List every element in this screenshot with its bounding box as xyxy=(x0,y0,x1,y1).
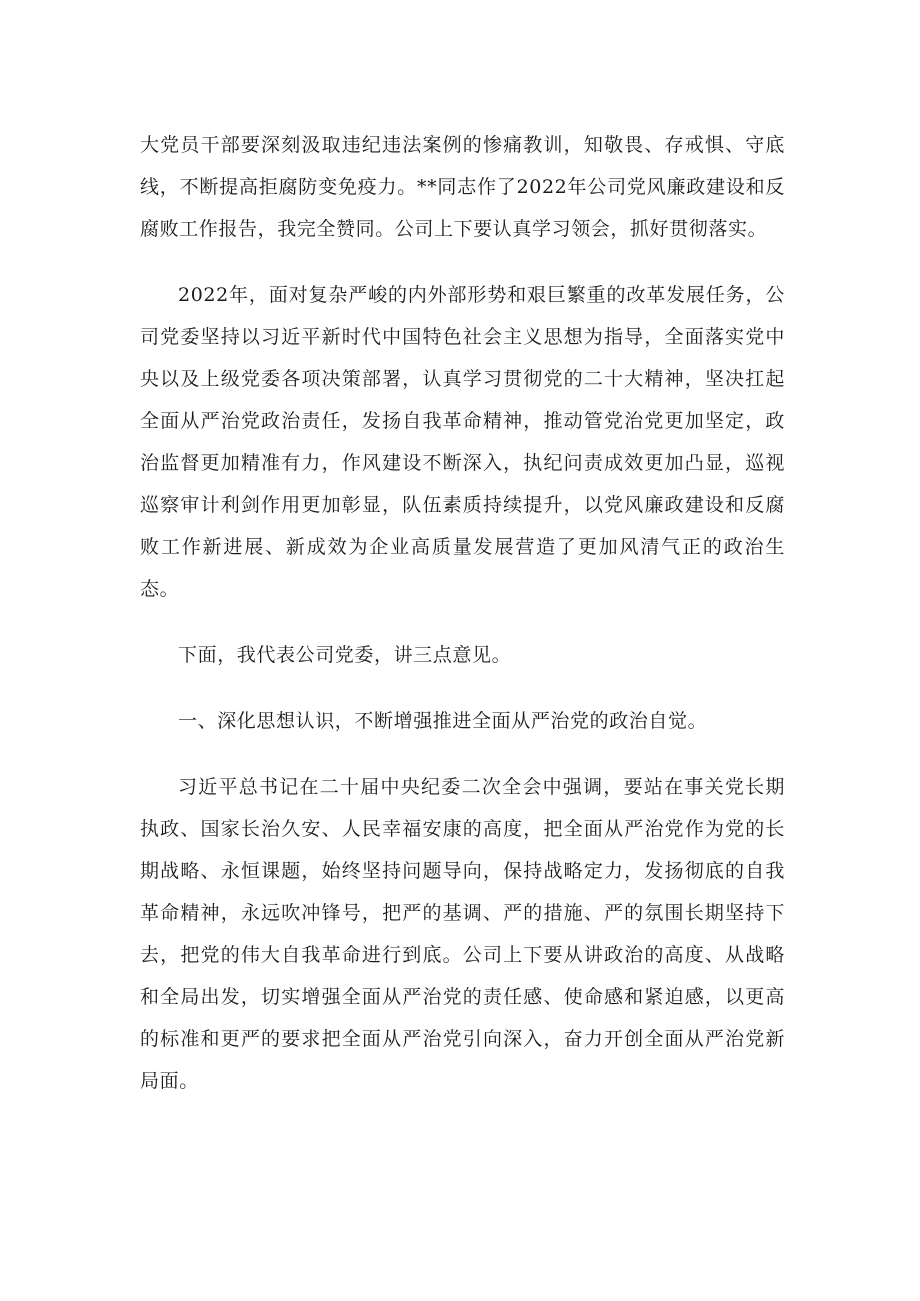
document-body xyxy=(140,124,785,1102)
paragraph-intro-opinions: 下面，我代表公司党委，讲三点意见。 xyxy=(178,644,512,666)
paragraph-section-one-body: 习近平总书记在二十届中央纪委二次全会中强调，要站在事关党长期执政、国家长治久安、人民幸福安康的高度，把全面从严治党作为党的长期战略、永恒课题，始终坚持问题导向，保持战略定力，发扬彻底的自我革命精神，永远吹冲锋号，把严的基调、严的措施、严的氛围长期坚持下去，把党的伟大自我革命进行到底。公司上下要从讲政治的高度、从战略和全局出发，切实增强全面从严治党的责任感、使命感和紧迫感，以更高的标准和更严的要求把全面从严治党引向深入，奋力开创全面从严治党新局面。 xyxy=(140,776,785,1092)
paragraph-continuation: 大党员干部要深刻汲取违纪违法案例的惨痛教训，知敬畏、存戒惧、守底线，不断提高拒腐防变免疫力。**同志作了2022年公司党风廉政建设和反腐败工作报告，我完全赞同。公司上下要认真学习领会，抓好贯彻落实。 xyxy=(140,134,785,240)
paragraph-2022-summary: 2022年，面对复杂严峻的内外部形势和艰巨繁重的改革发展任务，公司党委坚持以习近平新时代中国特色社会主义思想为指导，全面落实党中央以及上级党委各项决策部署，认真学习贯彻党的二十大精神，坚决扛起全面从严治党政治责任，发扬自我革命精神，推动管党治党更加坚定，政治监督更加精准有力，作风建设不断深入，执纪问责成效更加凸显，巡视巡察审计利剑作用更加彰显，队伍素质持续提升，以党风廉政建设和反腐败工作新进展、新成效为企业高质量发展营造了更加风清气正的政治生态。 xyxy=(140,284,785,600)
section-heading-one: 一、深化思想认识，不断增强推进全面从严治党的政治自觉。 xyxy=(178,710,708,732)
